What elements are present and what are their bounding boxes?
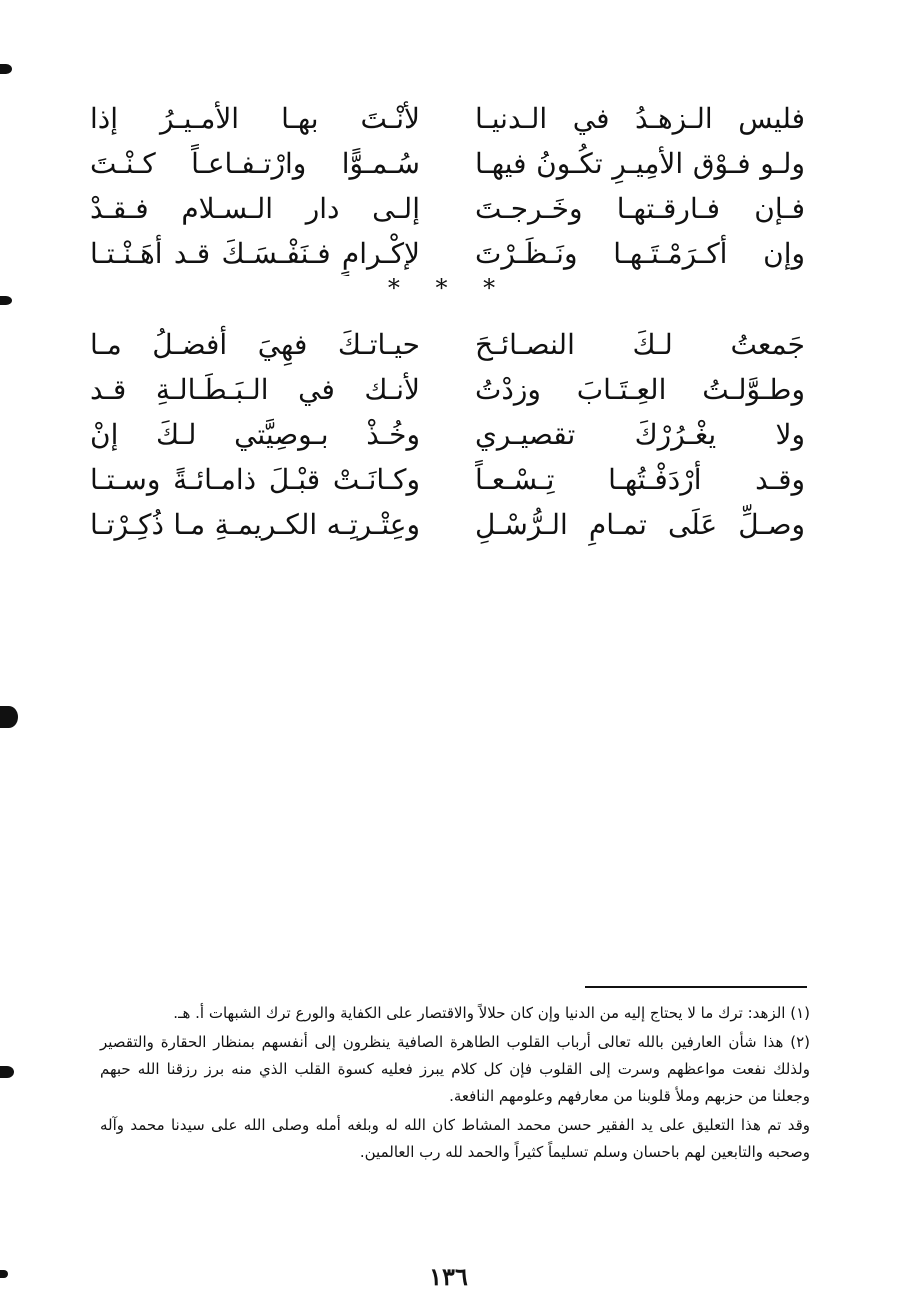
verse-first-hemistich: وطـوَّلـتُ العِـتَـابَ وزدْتُ <box>475 373 805 406</box>
footnote-1: (١) الزهد: ترك ما لا يحتاج إليه من الدنيا وإن كان حلالاً والاقتصار على الكفاية والورع ترك الشبهات أ. هـ. <box>173 1004 810 1022</box>
verse-line <box>90 412 805 457</box>
verse-second-hemistich: وخُـذْ بـوصِيَّتي لـكَ إنْ <box>90 418 420 451</box>
verse-first-hemistich: جَمعتُ لـكَ النصـائـحَ <box>475 328 805 361</box>
section-separator: * * * <box>387 274 510 302</box>
scan-edge-mark <box>0 1066 14 1078</box>
verse-second-hemistich: لإكْـرامٍ فـنَفْـسَـكَ قـد أهَـنْـتـا <box>90 237 420 270</box>
verse-first-hemistich: وقـد أرْدَفْـتُهـا تِـسْـعـاً <box>475 463 805 496</box>
verse-second-hemistich: وعِتْـرتِـه الكـريمـةِ مـا ذُكِـرْتـا <box>90 508 420 541</box>
poem-block-2 <box>90 322 805 547</box>
verse-second-hemistich: لأنـك في الـبَـطَـالـةِ قـد <box>90 373 420 406</box>
verse-line <box>90 367 805 412</box>
footnotes <box>100 1000 810 1168</box>
footnote-divider <box>585 986 807 988</box>
verse-line <box>90 502 805 547</box>
verse-line <box>90 231 805 276</box>
verse-first-hemistich: ولا يغْـرُرْكَ تقصيـري <box>475 418 805 451</box>
verse-line <box>90 457 805 502</box>
verse-second-hemistich: إلـى دار الـسـلام فـقـدْ <box>90 192 420 225</box>
verse-second-hemistich: سُـمـوًّا وارْتـفـاعـاً كـنْـتَ <box>90 147 420 180</box>
verse-line <box>90 186 805 231</box>
verse-line <box>90 141 805 186</box>
scan-edge-mark <box>0 706 18 728</box>
footnote-closing: وقد تم هذا التعليق على يد الفقير حسن محمد المشاط كان الله له وبلغه أمله وصلى الله على سيدنا محمد وآله وصحبه والتابعين لهم باحسان وسلم تسليماً كثيراً والحمد لله رب العالمين. <box>100 1116 810 1161</box>
verse-first-hemistich: فـإن فـارقـتهـا وخَـرجـتَ <box>475 192 805 225</box>
verse-line <box>90 96 805 141</box>
footnote-2: (٢) هذا شأن العارفين بالله تعالى أرباب القلوب الطاهرة الصافية ينظرون إلى أنفسهم بمنظار الحقارة والتقصير ولذلك نفعت مواعظهم وسرت إلى القلوب فإن كل كلام يبرز فعليه كسوة القلب الذي منه برز رزقنا الله حبهم وجعلنا من حزبهم وملأ قلوبنا من معارفهم وعلومهم النافعة. <box>100 1033 810 1105</box>
verse-first-hemistich: وصـلِّ عَلَى تمـامِ الـرُّسْـلِ <box>475 508 805 541</box>
scan-edge-mark <box>0 64 12 74</box>
page-number: ١٣٦ <box>429 1262 468 1291</box>
verse-second-hemistich: وكـانَـتْ قبْـلَ ذامـائـةً وسـتـا <box>90 463 420 496</box>
verse-first-hemistich: فليس الـزهـدُ في الـدنيـا <box>475 102 805 135</box>
verse-first-hemistich: وإن أكـرَمْـتَـهـا ونَـظَـرْتَ <box>475 237 805 270</box>
verse-line <box>90 322 805 367</box>
poem-block-1 <box>90 96 805 276</box>
verse-second-hemistich: لأنْـتَ بهـا الأمـيـرُ إذا <box>90 102 420 135</box>
verse-first-hemistich: ولـو فـوْق الأمِيـرِ تكُـونُ فيهـا <box>475 147 805 180</box>
verse-second-hemistich: حيـاتـكَ فهِيَ أفضـلُ مـا <box>90 328 420 361</box>
